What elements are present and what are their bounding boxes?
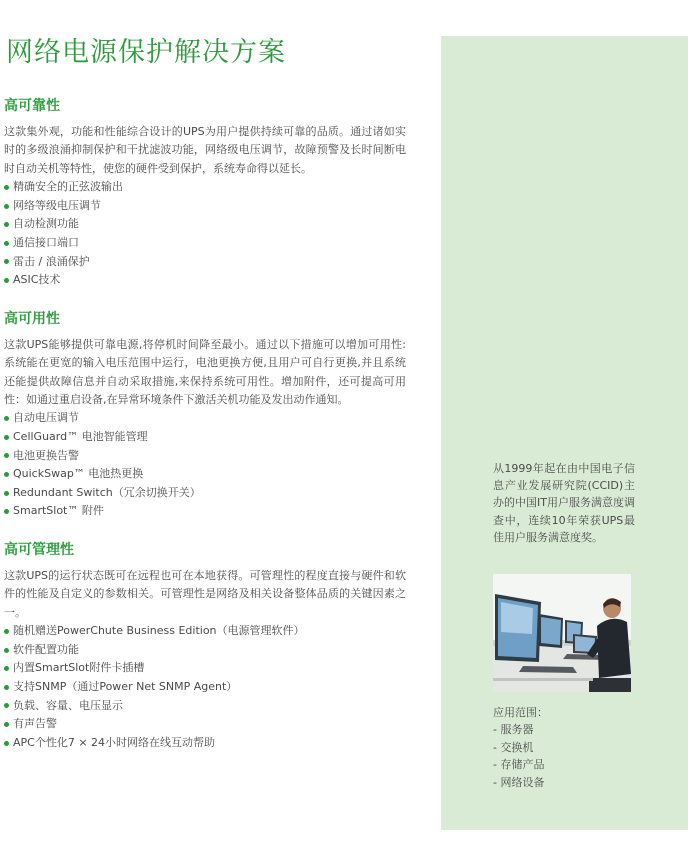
list-item-text: 雷击 / 浪涌保护 [13, 254, 90, 268]
bullet-icon [4, 629, 9, 634]
list-item-text: SmartSlot™ 附件 [13, 504, 104, 518]
list-item [4, 659, 406, 678]
list-item [4, 502, 406, 521]
page-title: 网络电源保护解决方案 [6, 37, 286, 68]
bullet-icon [4, 648, 9, 653]
section-reliability [4, 95, 406, 290]
list-item [4, 234, 406, 253]
bullet-icon [4, 722, 9, 727]
list-item-text: 支持SNMP（通过Power Net SNMP Agent） [13, 679, 238, 693]
apps-item: - 交换机 [493, 740, 534, 754]
list-item [4, 484, 406, 503]
list-item [4, 678, 406, 697]
bullet-icon [4, 453, 9, 458]
office-photo-illustration [493, 574, 631, 692]
apps-item: - 服务器 [493, 723, 534, 737]
section-heading: 高可管理性 [4, 541, 74, 558]
list-item-text: 电池更换告警 [13, 448, 79, 462]
apps-heading: 应用范围： [493, 706, 548, 719]
apps-item: - 网络设备 [493, 775, 545, 789]
bullet-icon [4, 703, 9, 708]
section-heading: 高可用性 [4, 310, 60, 327]
list-item [4, 715, 406, 734]
list-item-text: 自动检测功能 [13, 217, 79, 231]
feature-list [4, 409, 406, 521]
list-item [4, 178, 406, 197]
list-item [4, 253, 406, 272]
list-item [4, 409, 406, 428]
list-item-text: QuickSwap™ 电池热更换 [13, 467, 144, 481]
list-item-text: ASIC技术 [13, 273, 61, 287]
bullet-icon [4, 491, 9, 496]
section-manageability [4, 539, 406, 752]
main-content [4, 95, 406, 770]
list-item [4, 465, 406, 484]
feature-list [4, 178, 406, 290]
bullet-icon [4, 685, 9, 690]
list-item-text: Redundant Switch（冗余切换开关） [13, 485, 201, 499]
bullet-icon [4, 278, 9, 283]
section-paragraph: 这款UPS的运行状态既可在远程也可在本地获得。可管理性的程度直接与硬件和软件的性能及自定义的参数相关。可管理性是网络及相关设备整体品质的关键因素之一。 [4, 568, 406, 619]
bullet-icon [4, 666, 9, 671]
list-item [4, 447, 406, 466]
list-item-text: 通信接口端口 [13, 236, 79, 249]
bullet-icon [4, 241, 9, 246]
list-item-text: CellGuard™ 电池智能管理 [13, 430, 148, 443]
list-item-text: APC个性化7 × 24小时网络在线互动帮助 [13, 735, 216, 749]
bullet-icon [4, 741, 9, 746]
section-availability [4, 308, 406, 521]
bullet-icon [4, 204, 9, 209]
list-item [4, 622, 406, 641]
list-item [4, 641, 406, 660]
list-item [4, 734, 406, 753]
apps-item: - 存储产品 [493, 758, 545, 772]
application-scope [493, 704, 643, 791]
list-item [4, 197, 406, 216]
bullet-icon [4, 435, 9, 440]
bullet-icon [4, 222, 9, 227]
bullet-icon [4, 472, 9, 477]
list-item-text: 网络等级电压调节 [13, 198, 101, 212]
bullet-icon [4, 509, 9, 514]
list-item-text: 负载、容量、电压显示 [13, 698, 123, 712]
award-text: 从1999年起在由中国电子信息产业发展研究院(CCID)主办的中国IT用户服务满意度调查中，连续10年荣获UPS最佳用户服务满意度奖。 [493, 462, 635, 544]
bullet-icon [4, 416, 9, 421]
list-item [4, 271, 406, 290]
section-paragraph: 这款集外观，功能和性能综合设计的UPS为用户提供持续可靠的品质。通过诸如实时的多级浪涌抑制保护和干扰滤波功能，网络级电压调节，故障预警及长时间断电时自动关机等特性，使您的硬件受到保护，系统寿命得以延长。 [4, 125, 406, 175]
list-item-text: 随机赠送PowerChute Business Edition（电源管理软件） [13, 624, 305, 638]
list-item-text: 内置SmartSlot附件卡插槽 [13, 661, 145, 675]
feature-list [4, 622, 406, 752]
list-item-text: 自动电压调节 [13, 411, 79, 425]
bullet-icon [4, 259, 9, 264]
bullet-icon [4, 185, 9, 190]
list-item-text: 软件配置功能 [13, 642, 79, 656]
list-item [4, 697, 406, 716]
section-paragraph: 这款UPS能够提供可靠电源,将停机时间降至最小。通过以下措施可以增加可用性:系统能在更宽的输入电压范围中运行，电池更换方便,且用户可自行更换,并且系统还能提供故障信息并自动采取措施,来保持系统可用性。增加附件，还可提高可用性：如通过重启设备,在异常环境条件下激活关机功能及发出动作通知。 [4, 337, 406, 406]
list-item [4, 215, 406, 234]
list-item-text: 有声告警 [13, 717, 57, 731]
section-heading: 高可靠性 [4, 98, 60, 114]
list-item [4, 428, 406, 447]
office-photo [493, 574, 631, 692]
list-item-text: 精确安全的正弦波输出 [13, 180, 123, 194]
